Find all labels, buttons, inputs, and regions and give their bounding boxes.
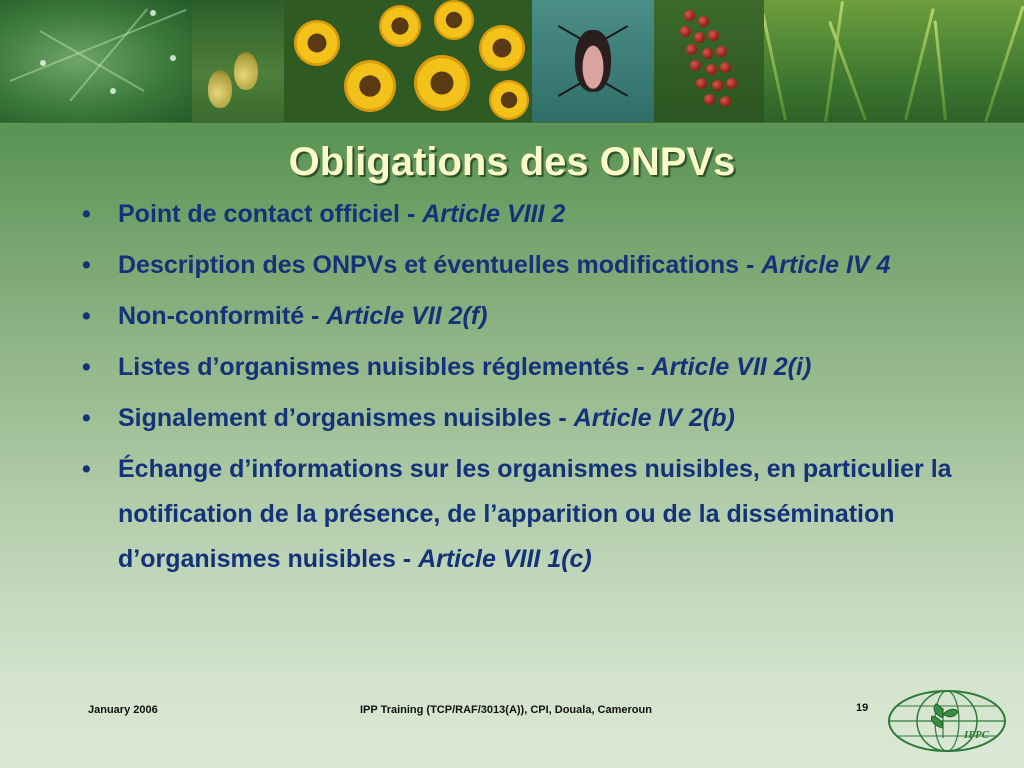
coffee-berries-photo (654, 0, 764, 122)
bullet-point-icon: • (82, 353, 91, 381)
footer-date: January 2006 (88, 704, 158, 716)
bullet-point-icon: • (82, 455, 91, 483)
grass-photo (764, 0, 1024, 122)
article-reference: Article VIII 1(c) (418, 545, 592, 573)
photo-banner (0, 0, 1024, 123)
ippc-logo (886, 688, 1008, 754)
bullet-point-icon: • (82, 200, 91, 228)
bullet-text: Point de contact officiel - (118, 200, 423, 228)
bullet-item (80, 192, 960, 237)
bullet-text: Non-conformité - (118, 302, 327, 330)
beetle-photo (532, 0, 654, 122)
bullet-point-icon: • (82, 251, 91, 279)
bullet-text: Signalement d’organismes nuisibles - (118, 404, 574, 432)
article-reference: Article VIII 2 (422, 200, 566, 228)
footer-event: IPP Training (TCP/RAF/3013(A)), CPI, Douala, Cameroun (360, 704, 652, 716)
bullet-item (80, 243, 960, 288)
article-reference: Article IV 2(b) (573, 404, 735, 432)
sunflowers-photo (284, 0, 532, 122)
page-number: 19 (856, 702, 869, 714)
bullet-item (80, 447, 960, 582)
pears-photo (192, 0, 284, 122)
bullet-text: Listes d’organismes nuisibles réglementés - (118, 353, 652, 381)
bullet-text: Échange d’informations sur les organismes nuisibles, en particulier la notification de la présence, de l’apparition ou de la dissémination d’organismes nuisibles - (118, 455, 952, 573)
bullet-text: Description des ONPVs et éventuelles modifications - (118, 251, 762, 279)
slide-title: Obligations des ONPVs (288, 140, 736, 184)
bullet-point-icon: • (82, 302, 91, 330)
bullet-list (80, 192, 960, 588)
article-reference: Article IV 4 (761, 251, 891, 279)
article-reference: Article VII 2(i) (651, 353, 812, 381)
bullet-point-icon: • (82, 404, 91, 432)
bullet-item (80, 345, 960, 390)
bullet-item (80, 396, 960, 441)
logo-text: IPPC (964, 729, 990, 741)
leaf-photo (0, 0, 192, 122)
bullet-item (80, 294, 960, 339)
article-reference: Article VII 2(f) (326, 302, 488, 330)
